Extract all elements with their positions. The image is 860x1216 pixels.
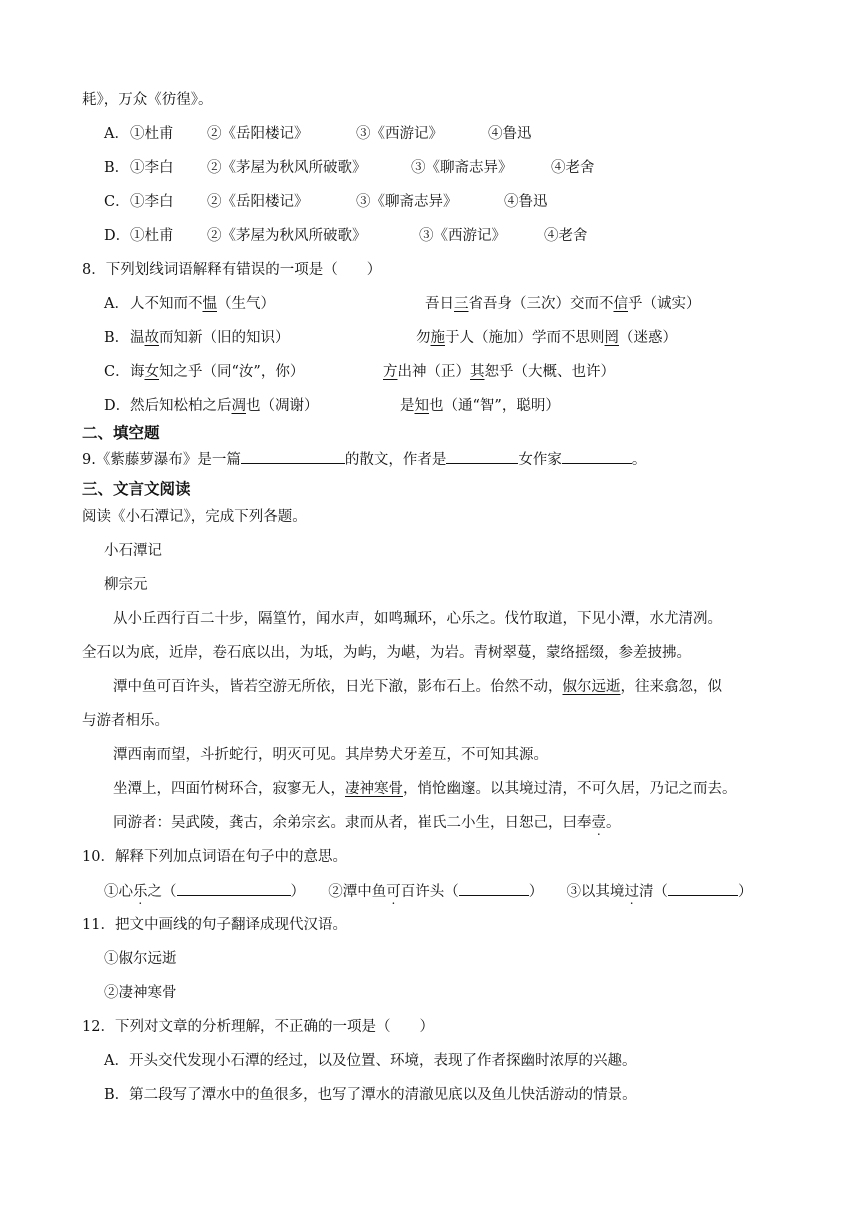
option-item-2: ②《岳阳楼记》	[207, 126, 309, 142]
option-letter: A．	[104, 126, 129, 142]
section-heading-classical-reading: 三、文言文阅读	[82, 480, 191, 498]
section-heading-fill-blank: 二、填空题	[82, 424, 160, 442]
option-item-4: ④鲁迅	[504, 194, 548, 210]
q9-blank-2[interactable]	[446, 449, 518, 464]
option-left-text: 人不知而不愠（生气）	[130, 296, 275, 312]
option-left-text: 诲女知之乎（同“汝”，你）	[130, 364, 305, 380]
option-right-text: 方出神（正）其恕乎（大概、也许）	[383, 364, 615, 380]
option-letter: B．	[104, 330, 130, 346]
option-item-1: ①李白	[130, 194, 174, 210]
option-item-1: ①杜甫	[130, 228, 174, 244]
passage-author: 柳宗元	[104, 577, 148, 593]
option-right-text: 勿施于人（施加）学而不思则罔（迷惑）	[416, 330, 677, 346]
option-item-2: ②《岳阳楼记》	[207, 194, 309, 210]
q7-stem-tail: 耗》，万众《彷徨》。	[82, 92, 213, 108]
q12-stem: 12．下列对文章的分析理解，不正确的一项是（ ）	[82, 1019, 434, 1035]
passage-para-4: 坐潭上，四面竹树环合，寂寥无人，凄神寒骨，悄怆幽邃。以其境过清，不可久居，乃记之而去。	[113, 781, 737, 797]
passage-para-5: 同游者：吴武陵，龚古，余弟宗玄。隶而从者，崔氏二小生，日恕己，曰奉壹。	[113, 815, 621, 831]
option-item-3: ③《西游记》	[419, 228, 506, 244]
passage-para-2-line-1: 潭中鱼可百许头，皆若空游无所依，日光下澈，影布石上。佁然不动，俶尔远逝，往来翕忽，似	[113, 679, 722, 695]
q11-item-2: ②凄神寒骨	[104, 985, 177, 1001]
option-item-4: ④鲁迅	[488, 126, 532, 142]
q11-item-1: ①俶尔远逝	[104, 951, 177, 967]
q10-stem: 10．解释下列加点词语在句子中的意思。	[82, 849, 347, 865]
option-item-2: ②《茅屋为秋风所破歌》	[207, 160, 367, 176]
option-item-2: ②《茅屋为秋风所破歌》	[207, 228, 367, 244]
q10-blank-1[interactable]	[177, 881, 291, 896]
option-left-text: 然后知松柏之后凋也（凋谢）	[130, 398, 319, 414]
option-item-3: ③《聊斋志异》	[411, 160, 513, 176]
passage-title: 小石潭记	[104, 543, 162, 559]
q9-blank-3[interactable]	[562, 449, 632, 464]
q9-blank-1[interactable]	[241, 449, 345, 464]
q10-blank-3[interactable]	[668, 881, 738, 896]
passage-para-1-line-2: 全石以为底，近岸，卷石底以出，为坻，为屿，为嵁，为岩。青树翠蔓，蒙络摇缀，参差披拂。	[82, 645, 691, 661]
underlined-sentence-1: 俶尔远逝	[562, 679, 621, 695]
option-letter: C．	[104, 364, 130, 380]
passage-para-3: 潭西南而望，斗折蛇行，明灭可见。其岸势犬牙差互，不可知其源。	[113, 747, 548, 763]
option-item-1: ①杜甫	[130, 126, 174, 142]
passage-para-1-line-1: 从小丘西行百二十步，隔篁竹，闻水声，如鸣珮环，心乐之。伐竹取道，下见小潭，水尤清冽。	[113, 611, 722, 627]
option-left-text: 温故而知新（旧的知识）	[130, 330, 290, 346]
option-letter: D．	[104, 398, 131, 414]
option-item-4: ④老舍	[551, 160, 595, 176]
passage-para-2-line-2: 与游者相乐。	[82, 713, 169, 729]
q9-question: 9.《紫藤萝瀑布》是一篇 的散文，作者是 女作家 。	[82, 449, 646, 470]
q12-option-a[interactable]: A．开头交代发现小石潭的经过，以及位置、环境，表现了作者探幽时浓厚的兴趣。	[104, 1053, 637, 1069]
underlined-sentence-2: 凄神寒骨	[345, 781, 403, 797]
reading-intro: 阅读《小石潭记》，完成下列各题。	[82, 509, 307, 525]
q11-stem: 11．把文中画线的句子翻译成现代汉语。	[82, 917, 347, 933]
option-item-4: ④老舍	[544, 228, 588, 244]
option-right-text: 是知也（通“智”，聪明）	[400, 398, 560, 414]
q10-items: ①心乐之（ ） ②潭中鱼可百许头（ ） ③以其境过清（ ）	[104, 881, 752, 902]
option-right-text: 吾日三省吾身（三次）交而不信乎（诚实）	[425, 296, 701, 312]
option-letter: C．	[104, 194, 130, 210]
option-item-1: ①李白	[130, 160, 174, 176]
option-letter: A．	[104, 296, 129, 312]
option-item-3: ③《聊斋志异》	[356, 194, 458, 210]
q8-stem: 8．下列划线词语解释有错误的一项是（ ）	[82, 262, 382, 278]
option-letter: D．	[104, 228, 131, 244]
q12-option-b[interactable]: B．第二段写了潭水中的鱼很多，也写了潭水的清澈见底以及鱼儿快活游动的情景。	[104, 1087, 637, 1103]
q10-blank-2[interactable]	[459, 881, 529, 896]
option-item-3: ③《西游记》	[356, 126, 443, 142]
option-letter: B．	[104, 160, 130, 176]
